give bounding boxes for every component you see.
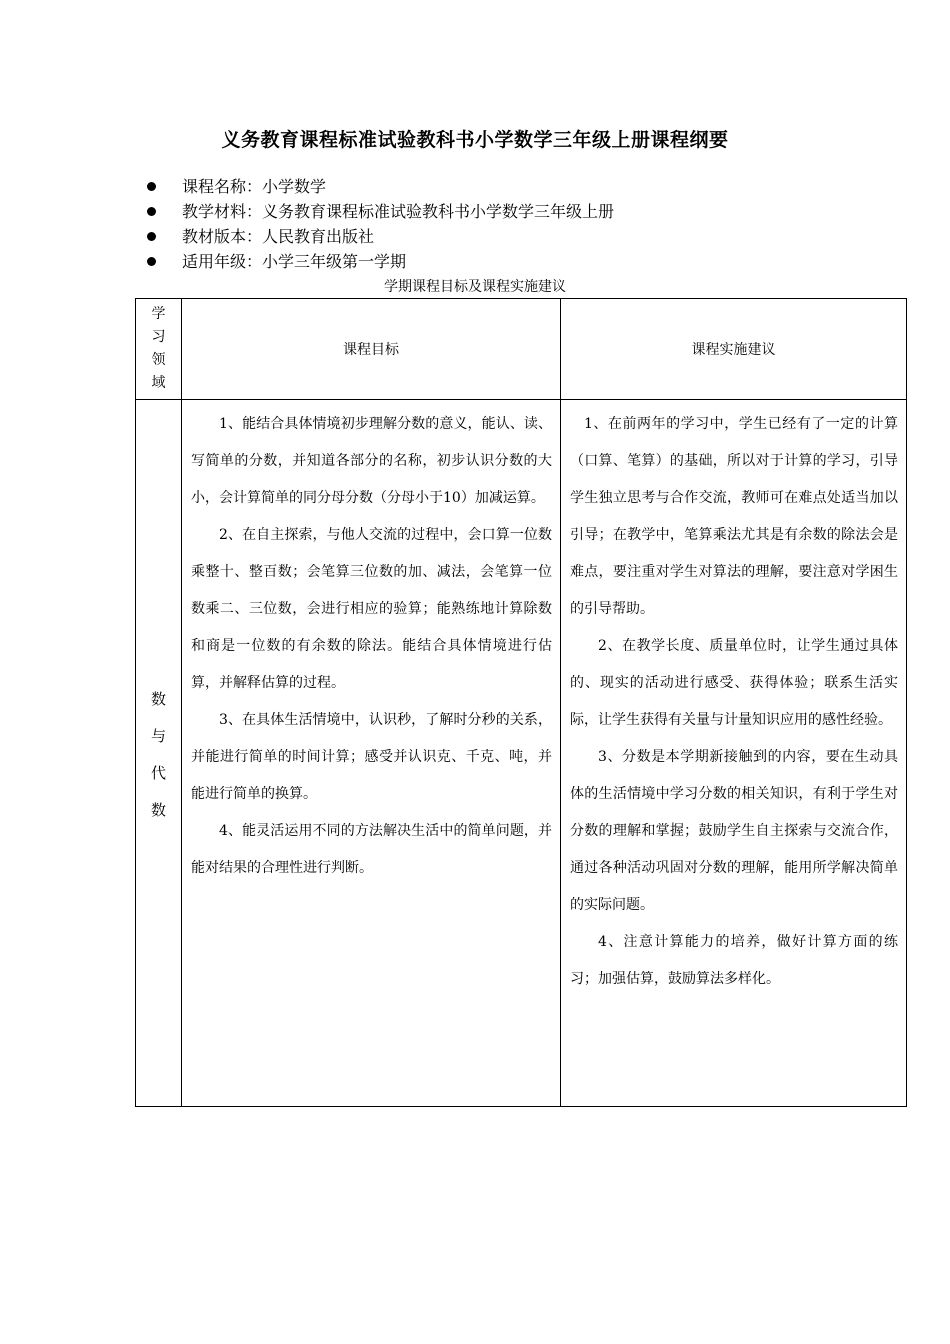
info-value: 义务教育课程标准试验教科书小学数学三年级上册 [262,202,615,221]
goal-item: 4、能灵活运用不同的方法解决生活中的简单问题，并能对结果的合理性进行判断。 [191,823,552,876]
suggestion-item: 1、在前两年的学习中，学生已经有了一定的计算（口算、笔算）的基础，所以对于计算的学习，引导学生独立思考与合作交流，教师可在难点处适当加以引导；在教学中，笔算乘法尤其是有余数的除法会是难点，要注重对学生对算法的理解，要注意对学困生的引导帮助。 [570,416,898,617]
row-area [136,400,182,1107]
suggestion-item: 2、在教学长度、质量单位时，让学生通过具体的、现实的活动进行感受、获得体验；联系生活实际，让学生获得有关量与计量知识应用的感性经验。 [570,638,898,728]
header-goals: 课程目标 [182,299,561,400]
info-value: 小学三年级第一学期 [262,252,407,271]
row-area-char: 数 [150,690,166,708]
row-area-char: 与 [150,727,166,745]
bullet-icon [147,257,156,266]
header-suggestions: 课程实施建议 [561,299,907,400]
course-table [135,298,907,1107]
info-label: 教材版本： [182,227,263,246]
header-area-char: 习 [151,329,166,345]
row-area-char: 数 [150,801,166,819]
info-materials [145,199,614,224]
info-course-name [145,174,614,199]
goal-item: 1、能结合具体情境初步理解分数的意义，能认、读、写简单的分数，并知道各部分的名称，初步认识分数的大小，会计算简单的同分母分数（分母小于10）加减运算。 [191,416,552,506]
bullet-icon [147,232,156,241]
goal-item: 2、在自主探索，与他人交流的过程中，会口算一位数乘整十、整百数；会笔算三位数的加、减法，会笔算一位数乘二、三位数，会进行相应的验算；能熟练地计算除数和商是一位数的有余数的除法。能结合具体情境进行估算，并解释估算的过程。 [191,527,552,691]
bullet-icon [147,182,156,191]
header-area-char: 领 [151,352,166,368]
suggestion-item: 3、分数是本学期新接触到的内容，要在生动具体的生活情境中学习分数的相关知识，有利于学生对分数的理解和掌握；鼓励学生自主探索与交流合作，通过各种活动巩固对分数的理解，能用所学解决简单的实际问题。 [570,749,898,913]
info-value: 人民教育出版社 [262,227,375,246]
info-edition [145,224,614,249]
info-label: 课程名称： [182,177,263,196]
header-area-char: 域 [151,375,166,391]
info-grade [145,249,614,274]
info-label: 适用年级： [182,252,263,271]
info-value: 小学数学 [262,177,327,196]
suggestion-item: 4、注意计算能力的培养，做好计算方面的练习；加强估算，鼓励算法多样化。 [570,934,898,987]
course-info-list [145,174,614,274]
table-row [136,400,907,1107]
table-header-row [136,299,907,400]
document-title: 义务教育课程标准试验教科书小学数学三年级上册课程纲要 [221,129,729,151]
row-suggestions [561,400,907,1107]
goal-item: 3、在具体生活情境中，认识秒，了解时分秒的关系，并能进行简单的时间计算；感受并认识克、千克、吨，并能进行简单的换算。 [191,712,552,802]
table-caption: 学期课程目标及课程实施建议 [384,279,566,295]
info-label: 教学材料： [182,202,263,221]
header-area [136,299,182,400]
bullet-icon [147,207,156,216]
row-area-char: 代 [150,764,166,782]
row-goals [182,400,561,1107]
header-area-char: 学 [151,306,166,322]
